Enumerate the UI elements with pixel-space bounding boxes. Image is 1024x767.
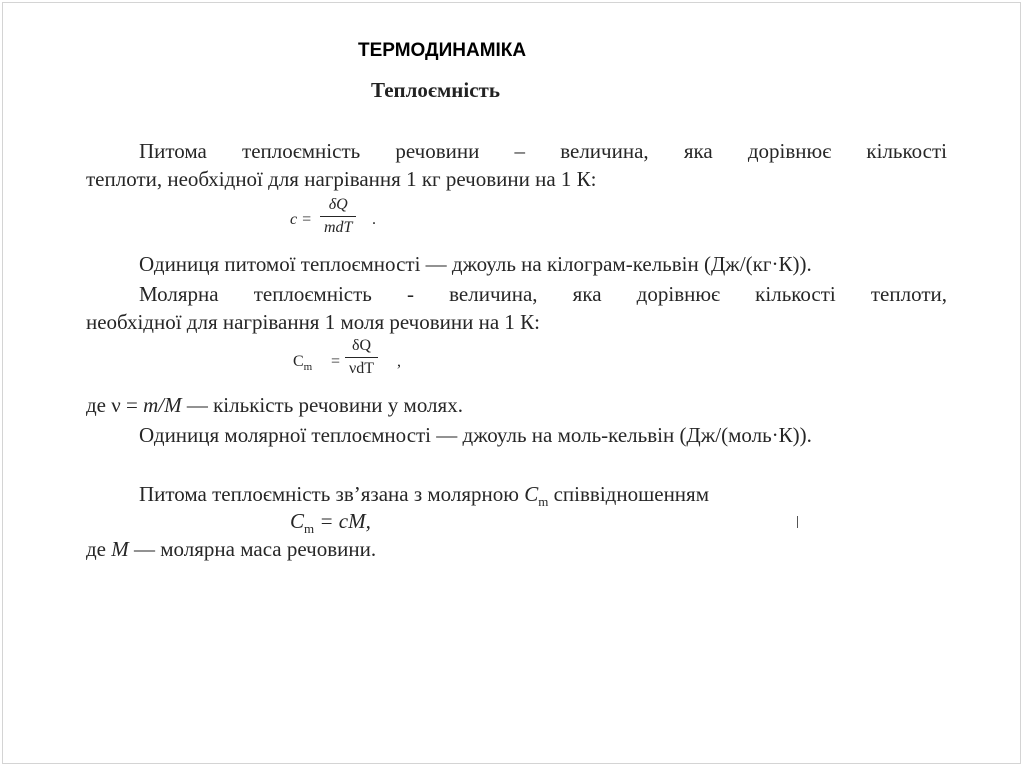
formula-rel-symbol: C — [290, 509, 305, 533]
page-title: Теплоємність — [371, 78, 500, 102]
formula-relation — [290, 509, 371, 537]
mass-prefix: де — [86, 537, 112, 561]
moles-expression: m/M — [143, 393, 182, 417]
specific-unit-text: Одиниця питомої теплоємності — джоуль на кілограм-кельвін (Дж/(кг·К)). — [139, 252, 812, 276]
molar-definition-line-1: Молярна теплоємність - величина, яка дорівнює кількості теплоти, — [139, 282, 947, 306]
molar-unit-text: Одиниця молярної теплоємності — джоуль на моль-кельвін (Дж/(моль·К)). — [139, 423, 812, 447]
formula-c-lhs: c = — [290, 211, 312, 228]
mass-symbol: M — [111, 537, 129, 561]
mass-suffix: — молярна маса речовини. — [128, 537, 377, 561]
moles-prefix: де ν = — [86, 393, 144, 417]
formula-cm-fraction — [345, 337, 378, 378]
formula-cm-tail: , — [397, 353, 401, 370]
formula-rel-subscript: m — [304, 521, 315, 537]
formula-c-denominator: mdT — [324, 219, 353, 236]
section-title: ТЕРМОДИНАМІКА — [358, 40, 527, 61]
formula-c-tail: . — [372, 211, 376, 228]
molar-definition-line-2: необхідної для нагрівання 1 моля речовини на 1 К: — [86, 310, 541, 334]
formula-cm-numerator: δQ — [351, 337, 372, 354]
relation-symbol: C — [524, 482, 539, 506]
formula-c-numerator: δQ — [328, 196, 348, 213]
relation-suffix: співвідношенням — [548, 482, 709, 506]
formula-cm-subscript: m — [303, 361, 313, 374]
relation-subscript: m — [538, 494, 549, 510]
formula-cm-denominator: νdT — [349, 360, 375, 377]
relation-prefix: Питома теплоємність зв’язана з молярною — [139, 482, 525, 506]
formula-cm-lhs — [293, 353, 312, 373]
specific-definition-line-1: Питома теплоємність речовини – величина, яка дорівнює кількості — [139, 139, 947, 163]
formula-cm-symbol: C — [293, 353, 304, 370]
formula-cm-equals: = — [331, 353, 341, 370]
stray-mark — [797, 516, 798, 528]
formula-c-fraction — [320, 196, 356, 237]
moles-suffix: — кількість речовини у молях. — [181, 393, 463, 417]
formula-specific-heat — [290, 196, 400, 246]
slide-frame — [2, 2, 1021, 764]
relation-text — [139, 482, 709, 510]
specific-definition-line-2: теплоти, необхідної для нагрівання 1 кг речовини на 1 К: — [86, 167, 597, 191]
formula-rel-rhs: = cM, — [314, 509, 371, 533]
molar-mass-text — [86, 537, 376, 562]
formula-molar-heat — [293, 337, 413, 387]
moles-text — [86, 393, 463, 418]
